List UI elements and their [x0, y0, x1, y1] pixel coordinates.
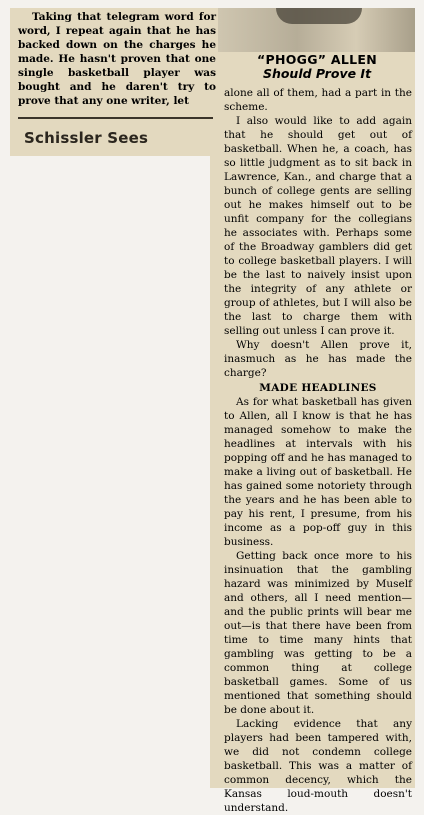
paragraph: I also would like to add again that he should get out of basketball. When he, a coach, has so little judgment as to sit back in Lawrence, Kan., and charge that a bunch of college gents are selling out he makes himself out to be unfit company for the collegians he associates with. Perhaps some of the Broadway gamblers did get to college basketball players. I will be the last to naively insist upon the integrity of any athlete or group of athletes, but I will also be the last to charge them with selling out unless I can prove it.	[224, 115, 412, 337]
photo-fragment	[218, 8, 415, 52]
column-divider	[18, 117, 213, 119]
headline-main: “PHOGG” ALLEN	[256, 52, 378, 67]
headline-sub: Should Prove It	[262, 66, 372, 81]
left-paragraph: Taking that telegram word for word, I repeat again that he has backed down on the charges he made. He hasn't proven that one single basketball player was bought and he daren't try to prove that any one writer, let	[18, 11, 216, 107]
subhead: MADE HEADLINES	[259, 382, 377, 394]
paragraph: Lacking evidence that any players had been tampered with, we did not condemn college basketball. This was a matter of common decency, which the Kansas loud-mouth doesn't understand.	[224, 718, 412, 814]
paragraph: alone all of them, had a part in the scheme.	[224, 87, 412, 113]
paragraph: Why doesn't Allen prove it, inasmuch as he has made the charge?	[224, 339, 412, 379]
paragraph: As for what basketball has given to Allen, all I know is that he has managed somehow to make the headlines at intervals with his popping off and he has managed to make a living out of basketball. He has gained some notoriety through the years and he has been able to pay his rent, I presume, from his income as a pop-off guy in this business.	[224, 396, 412, 548]
shoe-image	[276, 8, 362, 24]
column-title: Schissler Sees	[24, 129, 149, 147]
paragraph: Getting back once more to his insinuation that the gambling hazard was minimized by Muself and others, all I need mention—and the public prints will bear me out—is that there have been from time to time many hints that gambling was getting to be a common thing at college basketball games. Some of us mentioned that something should be done about it.	[224, 550, 412, 716]
right-column-text	[224, 86, 412, 815]
left-column-text	[18, 10, 216, 108]
